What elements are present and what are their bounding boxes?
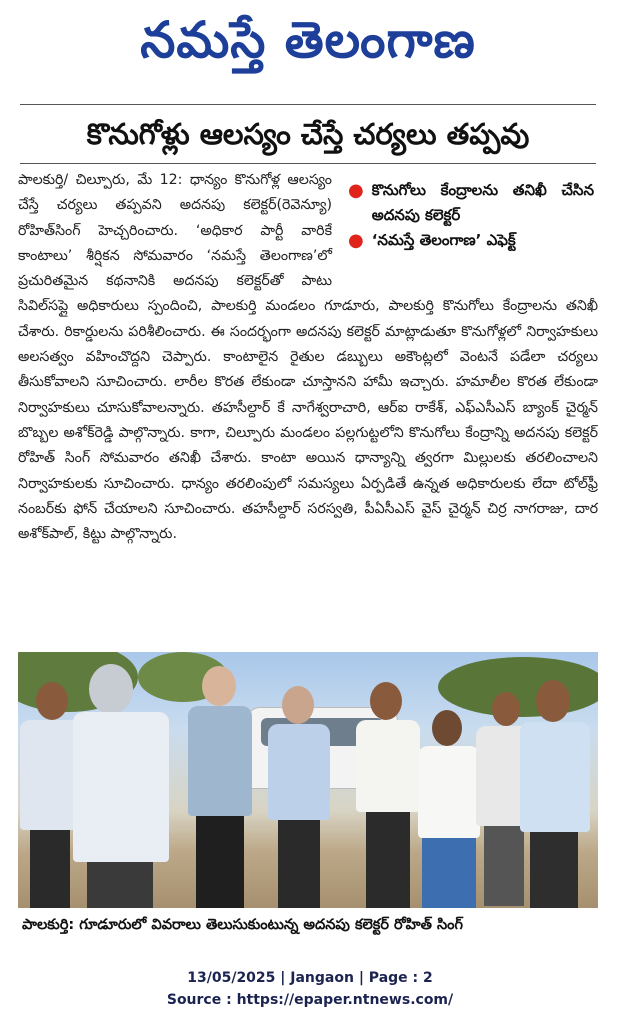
highlight-item xyxy=(348,228,594,253)
source-line: Source : https://epaper.ntnews.com/ xyxy=(166,992,454,1008)
edition-line: 13/05/2025 | Jangaon | Page : 2 xyxy=(187,970,433,986)
bullet-icon: ● xyxy=(348,180,364,201)
news-photo xyxy=(18,652,598,908)
article-body xyxy=(18,168,598,547)
highlight-text: కొనుగోలు కేంద్రాలను తనిఖీ చేసిన అదనపు కలెక్టర్ xyxy=(371,181,594,224)
headline-text: కొనుగోళ్లు ఆలస్యం చేస్తే చర్యలు తప్పవు xyxy=(86,117,530,151)
photo-caption: పాలకుర్తి: గూడూరులో వివరాలు తెలుసుకుంటున్న అదనపు కలెక్టర్ రోహిత్ సింగ్ xyxy=(22,917,463,933)
bullet-icon: ● xyxy=(348,230,364,251)
masthead-divider xyxy=(20,104,596,105)
masthead-title: నమస్తే తెలంగాణ xyxy=(140,10,476,69)
headline-divider xyxy=(20,163,596,164)
masthead xyxy=(18,0,598,92)
article-body-text: పాలకుర్తి/ చిల్పూరు, మే 12: ధాన్యం కొనుగోళ్ల ఆలస్యం చేస్తే చర్యలు తప్పవని అదనపు కలెక్టర్(రెవెన్యూ) రోహిత్‌సింగ్ హెచ్చరించారు. ‘అధికార పార్టీ వారికే కాంటాలు’ శీర్షికన సోమవారం ‘నమస్తే తెలంగాణ’లో ప్రచురితమైన కథనానికి అదనపు కలెక్టర్‌తో పాటు సివిల్‌సప్లై అధికారులు స్పందించి, పాలకుర్తి మండలం గూడూరు, పాలకుర్తి కొనుగోలు కేంద్రాలను తనిఖీ చేశారు. రికార్డులను పరిశీలించారు. ఈ సందర్భంగా అదనపు కలెక్టర్ మాట్లాడుతూ కొనుగోళ్లలో నిర్వాహకులు అలసత్వం వహించొద్దని చెప్పారు. కాంటాలైన రైతుల డబ్బులు అకౌంట్లలో వెంటనే పడేలా చర్యలు తీసుకోవాలని సూచించారు. లారీల కొరత లేకుండా చూస్తానని హామీ ఇచ్చారు. హమాలీల కొరత లేకుండా నిర్వాహకులు చూసుకోవాలన్నారు. తహసీల్దార్ కే నాగేశ్వరాచారి, ఆర్‌ఐ రాకేశ్, ఎఫ్‌ఎసీఎస్ బ్యాంక్ చైర్మన్ బొబ్బల అశోక్‌రెడ్డి పాల్గొన్నారు. కాగా, చిల్పూరు మండలం పల్లగుట్టలోని కొనుగోలు కేంద్రాన్ని అదనపు కలెక్టర్ రోహిత్ సింగ్ సోమవారం తనిఖీ చేశారు. కాంటా అయిన ధాన్యాన్ని త్వరగా మిల్లులకు తరలించాలని నిర్వాహకులకు సూచించారు. ధాన్యం తరలింపులో సమస్యలు ఏర్పడితే ఉన్నత అధికారులకు లేదా టోల్‌ఫ్రీ నంబర్‌కు ఫోన్ చేయాలని సూచించారు. తహసీల్దార్ సరస్వతి, పీఏసీఎస్ వైస్ చైర్మన్ చిర్ర నాగరాజు, దార అశోక్‌పాల్, కిట్టు పాల్గొన్నారు. xyxy=(18,172,598,543)
highlight-item xyxy=(348,178,594,228)
highlight-text: ‘నమస్తే తెలంగాణ’ ఎఫెక్ట్ xyxy=(371,231,516,249)
newspaper-clipping xyxy=(18,0,598,948)
headline xyxy=(18,116,598,160)
highlights-box xyxy=(342,174,598,282)
